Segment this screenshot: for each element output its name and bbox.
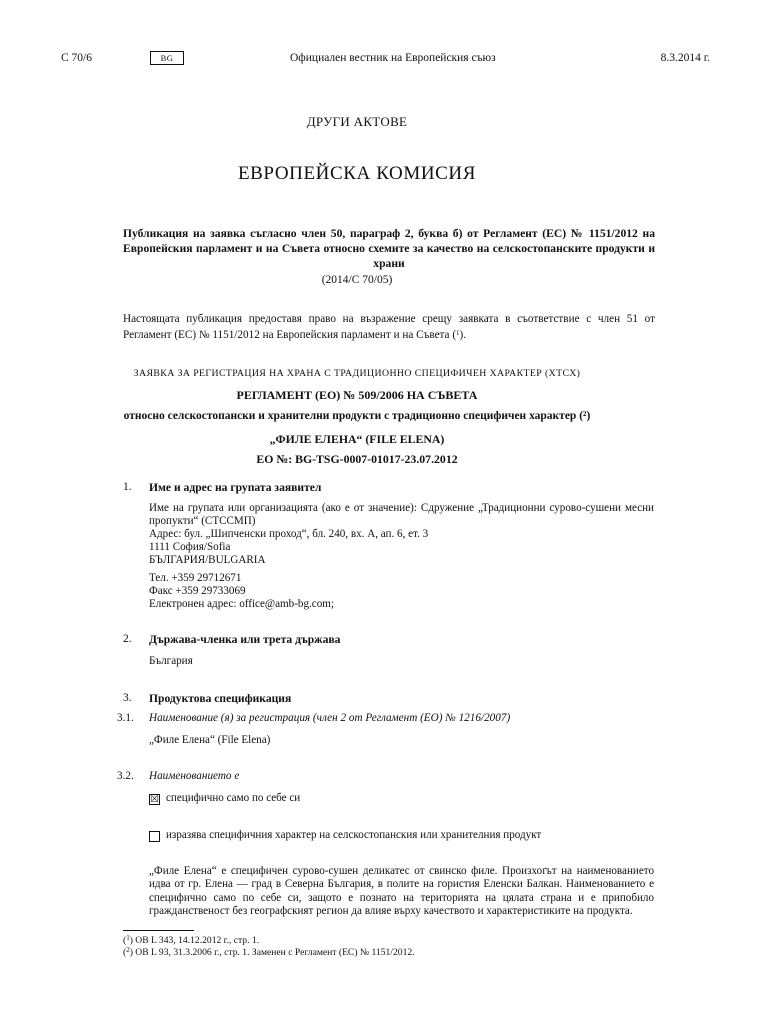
name-description: „Филе Елена“ е специфичен сурово-сушен деликатес от свинско филе. Произхоґът на наименованието идва от гр. Елена — град в Северна България, в полите на гористия Еленски Балкан. Наименованието е специфично само по себе си, защото е познато на територията на цялата страна и е припобило гражданственост без географският регион да влияе върху качеството и характеристиките на продукта. xyxy=(149,865,654,918)
intro-text: Настоящата публикация предоставя право на възражение срещу заявката в съответствие с член 51 от Регламент (ЕС) № 1151/2012 на Европейския парламент и на Съвета ( xyxy=(123,313,655,341)
footnote-1: ($^1$) ОВ L 343, 14.12.2012 г., стр. 1. xyxy=(123,934,260,946)
section-2-number: 2. xyxy=(123,633,132,645)
intro-end: ). xyxy=(459,329,467,341)
group-country: БЪЛГАРИЯ/BULGARIA xyxy=(149,554,266,566)
section-3-1-title: Наименование (я) за регистрация (член 2 от Регламент (ЕО) № 1216/2007) xyxy=(149,712,511,724)
regulation-title: РЕГЛАМЕНТ (ЕО) № 509/2006 НА СЪВЕТА xyxy=(236,388,478,402)
section-1-title: Име и адрес на групата заявител xyxy=(149,481,322,494)
group-city: 1111 София/Sofia xyxy=(149,541,231,553)
section-3-2-title: Наименованието е xyxy=(149,770,240,782)
publication-title: Публикация на заявка съгласно член 50, параграф 2, буква б) от Регламент (ЕС) № 1151/2012 на Европейския парламент и на Съвета относно схемите за качество на селскостопанските продукти и храни xyxy=(123,227,655,270)
section-3-title: Продуктова спецификация xyxy=(149,692,292,705)
issue-date: 8.3.2014 г. xyxy=(660,52,710,64)
language-badge: BG xyxy=(150,51,184,65)
group-name: Име на групата или организацията (ако е от значение): Сдружение „Традиционни сурово-сушени месни пропукти“ (СТССМП) xyxy=(149,502,654,528)
section-3-number: 3. xyxy=(123,692,132,704)
intro-paragraph xyxy=(123,312,655,342)
option-specific-label: специфично само по себе си xyxy=(166,792,301,804)
footnote-1-mark: 1 xyxy=(126,934,130,942)
footnote-2-text: ОВ L 93, 31.3.2006 г., стр. 1. Заменен с Регламент (ЕС) № 1151/2012. xyxy=(135,947,415,958)
footnote-ref-2[interactable]: 2 xyxy=(583,410,587,418)
section-2-title: Държава-членка или трета държава xyxy=(149,633,341,646)
footnote-1-text: ОВ L 343, 14.12.2012 г., стр. 1. xyxy=(135,935,260,946)
journal-title: Официален вестник на Европейския съюз xyxy=(290,52,496,64)
group-address: Адрес: бул. „Шипченски проход“, бл. 240, вх. А, ап. 6, ет. 3 xyxy=(149,528,429,540)
footnote-ref-1[interactable]: 1 xyxy=(456,329,460,337)
product-name: „ФИЛЕ ЕЛЕНА“ (FILE ELENA) xyxy=(269,432,445,446)
footnote-2-mark: 2 xyxy=(126,946,130,954)
group-phone: Тел. +359 29712671 xyxy=(149,572,242,584)
option-specific-checkbox[interactable]: ☒ xyxy=(150,794,159,805)
option-character-label: изразява специфичния характер на селскостопанския или хранителния продукт xyxy=(166,829,542,841)
section-3-1-number: 3.1. xyxy=(117,712,134,724)
group-email[interactable]: Електронен адрес: office@amb-bg.com; xyxy=(149,598,334,610)
section-3-2-number: 3.2. xyxy=(117,770,134,782)
institution-heading: ЕВРОПЕЙСКА КОМИСИЯ xyxy=(237,163,477,184)
footnote-divider xyxy=(123,930,194,931)
group-fax: Факс +359 29733069 xyxy=(149,585,246,597)
option-character-checkbox[interactable] xyxy=(149,831,160,842)
section-1-number: 1. xyxy=(123,481,132,493)
eo-number: ЕО №: BG-TSG-0007-01017-23.07.2012 xyxy=(256,452,458,466)
section-heading: ДРУГИ АКТОВЕ xyxy=(306,114,408,129)
regulation-subtitle-end: ) xyxy=(586,410,591,422)
footnote-2: ($^2$) ОВ L 93, 31.3.2006 г., стр. 1. Заменен с Регламент (ЕС) № 1151/2012. xyxy=(123,946,415,958)
regulation-subtitle-text: относно селскостопански и хранителни продукти с традиционно специфичен характер ( xyxy=(123,410,584,422)
registration-name: „Филе Елена“ (File Elena) xyxy=(149,734,271,746)
issue-number: C 70/6 xyxy=(61,52,92,64)
regulation-subtitle xyxy=(60,410,654,422)
publication-reference: (2014/C 70/05) xyxy=(321,274,393,286)
member-state: България xyxy=(149,655,193,667)
application-heading: ЗАЯВКА ЗА РЕГИСТРАЦИЯ НА ХРАНА С ТРАДИЦИОННО СПЕЦИФИЧЕН ХАРАКТЕР (ХТСХ) xyxy=(133,368,581,379)
